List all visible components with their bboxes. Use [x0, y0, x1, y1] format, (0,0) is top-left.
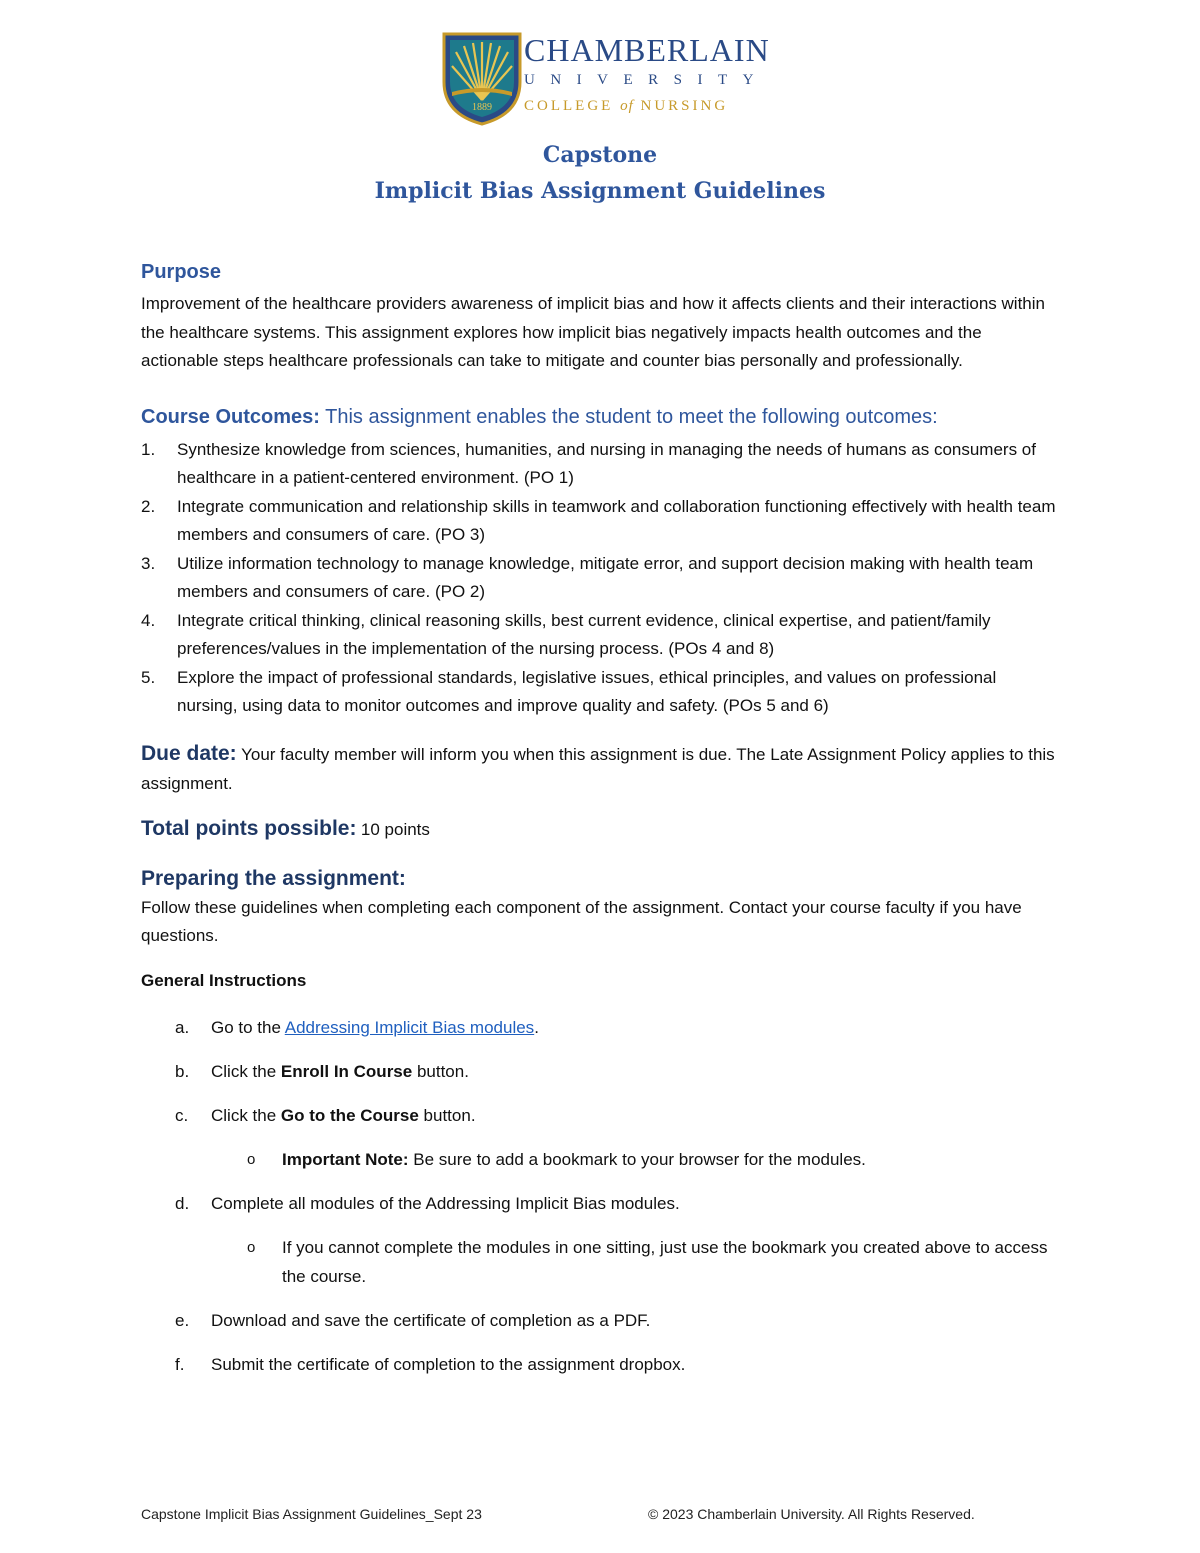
due-date: [141, 739, 1061, 798]
outcome-item: 3. Utilize information technology to manage knowledge, mitigate error, and support decision making with health team members and consumers of care. (PO 2): [141, 553, 1034, 601]
step-a: a. Go to the Addressing Implicit Bias modules.: [175, 1017, 539, 1037]
document-title-line2: Implicit Bias Assignment Guidelines: [374, 178, 826, 204]
instruction-steps: [141, 1013, 1061, 1379]
addressing-implicit-bias-link[interactable]: Addressing Implicit Bias modules: [284, 1017, 535, 1037]
outcome-item: 1. Synthesize knowledge from sciences, humanities, and nursing in managing the needs of humans as consumers of healthcare in a patient-centered environment. (PO 1): [141, 439, 1036, 487]
course-outcomes-heading: Course Outcomes: This assignment enables the student to meet the following outcomes:: [141, 405, 938, 428]
step-e: e. Download and save the certificate of completion as a PDF.: [175, 1310, 651, 1330]
total-points: [141, 814, 1061, 846]
logo-college: COLLEGE of NURSING: [524, 98, 729, 114]
outcome-item: 2. Integrate communication and relationship skills in teamwork and collaboration functioning effectively with health team members and consumers of care. (PO 3): [141, 496, 1056, 544]
step-c-note: o Important Note: Be sure to add a bookmark to your browser for the modules.: [247, 1149, 866, 1169]
total-points-heading: Total points possible:: [141, 816, 357, 840]
document-body: [141, 258, 1061, 1394]
step-f: f. Submit the certificate of completion to the assignment dropbox.: [175, 1354, 686, 1374]
footer-copyright: © 2023 Chamberlain University. All Rights Reserved.: [648, 1506, 975, 1522]
general-instructions-heading: General Instructions: [141, 970, 307, 990]
due-date-text: Your faculty member will inform you when this assignment is due. The Late Assignment Policy applies to this assignment.: [141, 744, 1055, 793]
outcome-item: 4. Integrate critical thinking, clinical reasoning skills, best current evidence, clinical expertise, and patient/family preferences/values in the implementation of the nursing process. (POs 4 and 8): [141, 610, 991, 658]
due-date-heading: Due date:: [141, 741, 237, 765]
step-c: c. Click the Go to the Course button.: [175, 1105, 476, 1125]
footer-document-name: Capstone Implicit Bias Assignment Guidelines_Sept 23: [141, 1506, 482, 1522]
outcome-item: 5. Explore the impact of professional standards, legislative issues, ethical principles, and values on professional nursing, using data to monitor outcomes and improve quality and safety. (POs 5 and 6): [141, 667, 997, 715]
outcomes-list: [141, 436, 1061, 721]
document-title-line1: Capstone: [542, 142, 658, 168]
step-b: b. Click the Enroll In Course button.: [175, 1061, 469, 1081]
logo-university: UNIVERSITY: [524, 72, 769, 88]
total-points-value: 10 points: [360, 819, 430, 839]
purpose-text: Improvement of the healthcare providers awareness of implicit bias and how it affects clients and their interactions within the healthcare systems. This assignment explores how implicit bias negatively impacts health outcomes and the actionable steps healthcare professionals can take to mitigate and counter bias personally and professionally.: [141, 294, 1045, 370]
svg-text:1889: 1889: [472, 102, 492, 113]
university-crest-icon: [442, 30, 522, 126]
purpose-heading: Purpose: [141, 261, 222, 283]
step-d: d. Complete all modules of the Addressing Implicit Bias modules.: [175, 1193, 680, 1213]
step-d-note: o If you cannot complete the modules in one sitting, just use the bookmark you created above to access the course.: [247, 1237, 1048, 1286]
preparing-text: Follow these guidelines when completing each component of the assignment. Contact your course faculty if you have questions.: [141, 897, 1022, 945]
chamberlain-logo: [442, 30, 770, 126]
preparing-heading: Preparing the assignment:: [141, 866, 406, 890]
logo-name: CHAMBERLAIN: [524, 32, 770, 68]
